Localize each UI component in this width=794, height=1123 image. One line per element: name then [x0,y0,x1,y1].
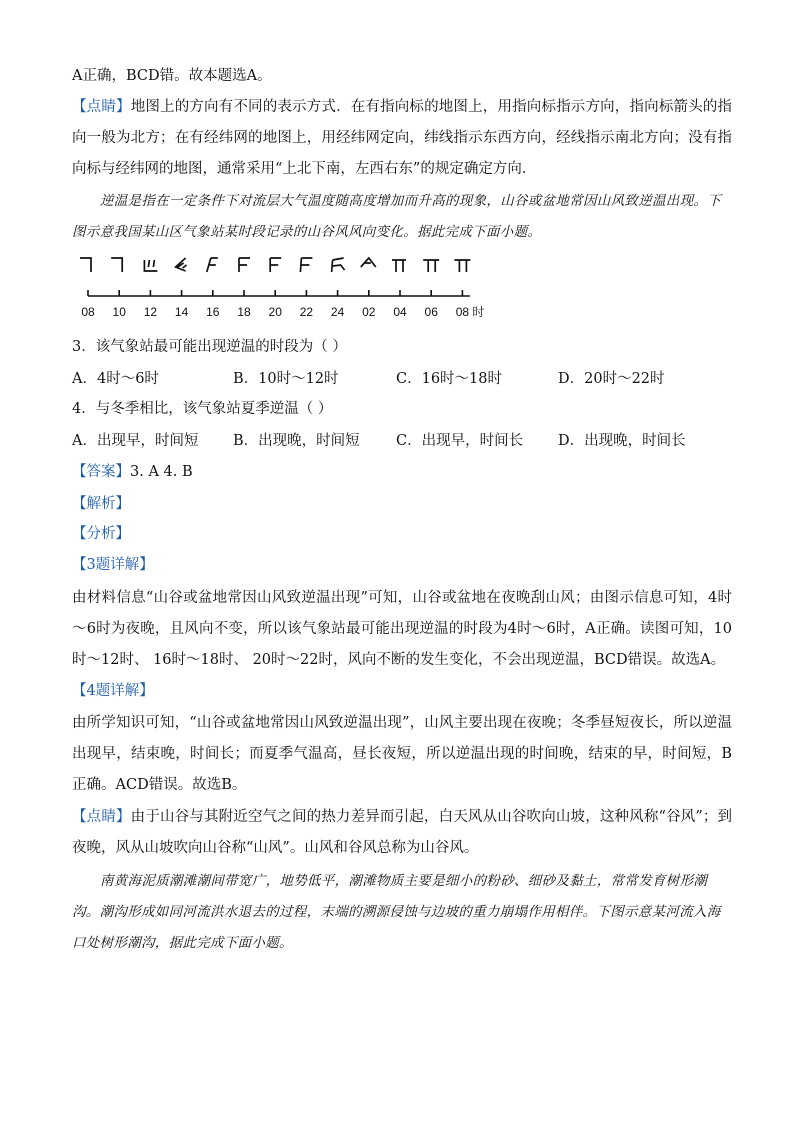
q4-option-c[interactable]: C．出现早，时间长 [396,433,524,449]
q4-detail-text: 由所学知识可知，“山谷或盆地常因山风致逆温出现”，山风主要出现在夜晚；冬季昼短夜长，所以逆温出现早，结束晚，时间长；而夏季气温高，昼长夜短，所以逆温出现的时间晚，结束的早，时间短，B正确。ACD错误。故选B。 [72,715,732,793]
wind-barb [176,258,187,271]
tip2-tag: 【点睛】 [72,809,131,825]
answer-tag: 【答案】 [72,464,130,480]
q4-option-d[interactable]: D．出现晚，时间长 [558,433,686,449]
answer-text: 3. A 4. B [130,464,193,480]
wind-barb [454,260,470,272]
question-4: 4．与冬季相比，该气象站夏季逆温（ ） [72,401,333,417]
q4-option-b[interactable]: B．出现晚，时间短 [233,433,360,449]
axis-tick-label: 20 [268,305,282,319]
axis-tick-label: 22 [299,305,314,319]
tip-text: 地图上的方向有不同的表示方式．在有指向标的地图上，用指向标指示方向，指向标箭头的指向一般为北方；在有经纬网的地图上，用经纬网定向，纬线指示东西方向，经线指示南北方向；没有指向标与经纬网的地图，通常采用“上北下南，左西右东”的规定确定方向． [72,99,733,177]
wind-barbs [80,258,470,272]
tip2-paragraph [72,802,732,864]
axis-unit-label: 时 [472,305,485,319]
wind-barb [361,258,376,267]
wind-barb [300,258,312,272]
q3-option-b[interactable]: B．10时～12时 [233,371,339,387]
fenxi-tag: 【分析】 [72,526,130,542]
axis-tick-label: 14 [174,305,189,319]
tip-tag: 【点睛】 [72,99,131,115]
analysis-tag: 【解析】 [72,496,130,512]
question-3: 3．该气象站最可能出现逆温的时段为（ ） [72,339,347,355]
axis-tick-label: 12 [143,305,158,319]
axis-tick-label: 06 [424,305,438,319]
q4-detail-tag: 【4题详解】 [72,683,154,699]
axis-tick-label: 16 [206,305,220,319]
wind-barb [80,258,91,272]
wind-barb [239,258,250,272]
material-paragraph-2: 南黄海泥质潮滩潮间带宽广，地势低平，潮滩物质主要是细小的粉砂、细砂及黏土，常常发育树形潮沟。潮沟形成如同河流洪水退去的过程，末端的溯源侵蚀与边坡的重力崩塌作用相伴。下图示意某河流入海口处树形潮沟，据此完成下面小题。 [72,873,721,951]
wind-barb [207,258,218,272]
axis-tick-label: 18 [237,305,251,319]
q4-option-a[interactable]: A．出现早，时间短 [72,433,199,449]
axis-ticks [88,290,462,296]
q3-detail-text: 由材料信息“山谷或盆地常因山风致逆温出现”可知，山谷或盆地在夜晚刮山风；由图示信息可知，4时～6时为夜晚，且风向不变，所以该气象站最可能出现逆温的时段为4时～6时，A正确。读图可知，10时～12时、 16时～18时、 20时～22时，风向不断的发生变化，不会出现逆温，BCD错误。故选A。 [72,590,732,668]
answer-line [72,457,732,488]
wind-barb [392,260,406,272]
tip-paragraph [72,92,732,187]
axis-tick-label: 10 [112,305,126,319]
axis-tick-label: 08 [81,305,95,319]
q3-option-a[interactable]: A．4时～6时 [72,371,159,387]
wind-barb [111,258,122,272]
axis-tick-label: 08 [455,305,470,319]
material-paragraph: 逆温是指在一定条件下对流层大气温度随高度增加而升高的现象，山谷或盆地常因山风致逆温出现。下图示意我国某山区气象站某时段记录的山谷风风向变化。据此完成下面小题。 [72,193,721,240]
wind-barb [144,260,157,271]
axis-tick-labels [81,305,469,319]
q3-option-c[interactable]: C．16时～18时 [396,371,502,387]
wind-barb [270,258,281,272]
q3-option-d[interactable]: D．20时～22时 [558,371,665,387]
q3-detail-tag: 【3题详解】 [72,557,154,573]
axis-tick-label: 24 [330,305,345,319]
axis-tick-label: 02 [362,305,376,319]
text-line: A正确，BCD错。故本题选A。 [72,68,272,84]
axis-tick-label: 04 [393,305,407,319]
tip2-text: 由于山谷与其附近空气之间的热力差异而引起，白天风从山谷吹向山坡，这种风称“谷风”；到夜晚，风从山坡吹向山谷称“山风”。山风和谷风总称为山谷风。 [72,809,732,856]
wind-direction-chart [70,252,510,324]
wind-barb [423,260,439,272]
wind-barb [332,258,345,272]
